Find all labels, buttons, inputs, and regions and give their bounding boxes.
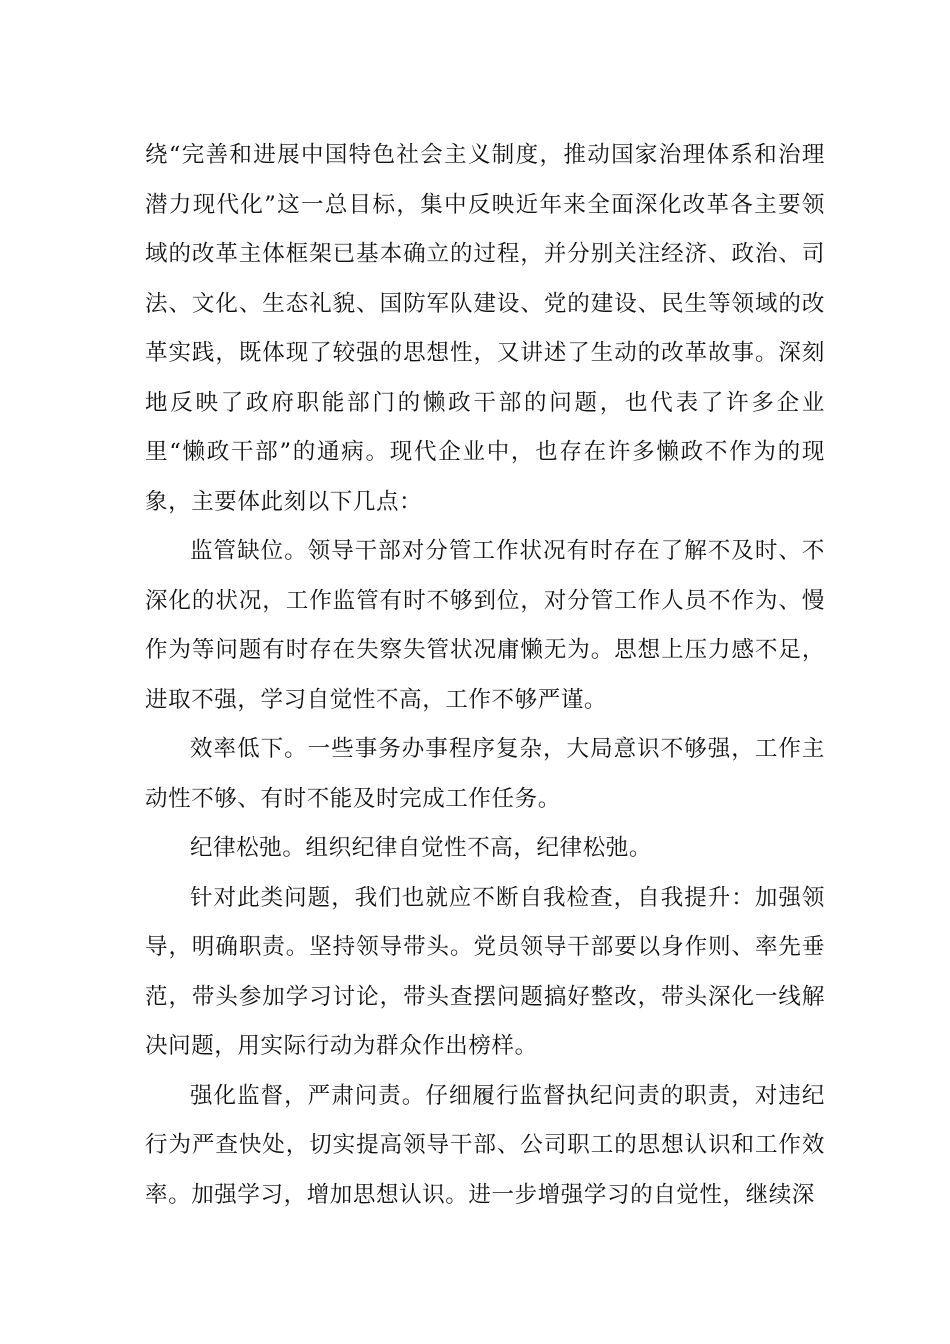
paragraph-lax-discipline: 纪律松弛。组织纪律自觉性不高，纪律松弛。 bbox=[190, 835, 653, 861]
paragraph-low-efficiency: 效率低下。一些事务办事程序复杂，大局意识不够强，工作主动性不够、有时不能及时完成工作任务。 bbox=[145, 736, 825, 812]
paragraph-supervision-gap: 监管缺位。领导干部对分管工作状况有时存在了解不及时、不深化的状况，工作监管有时不够到位，对分管工作人员不作为、慢作为等问题有时存在失察失管状况庸懒无为。思想上压力感不足，进取不强，学习自觉性不高，工作不够严谨。 bbox=[145, 538, 825, 713]
paragraph-self-improvement: 针对此类问题，我们也就应不断自我检查，自我提升：加强领导，明确职责。坚持领导带头。党员领导干部要以身作则、率先垂范，带头参加学习讨论，带头查摆问题搞好整改，带头深化一线解决问题，用实际行动为群众作出榜样。 bbox=[145, 884, 825, 1059]
paragraph-strengthen-oversight: 强化监督，严肃问责。仔细履行监督执纪问责的职责，对违纪行为严查快处，切实提高领导干部、公司职工的思想认识和工作效率。加强学习，增加思想认识。进一步增强学习的自觉性，继续深 bbox=[145, 1082, 825, 1208]
paragraph-intro: 绕“完善和进展中国特色社会主义制度，推动国家治理体系和治理潜力现代化”这一总目标，集中反映近年来全面深化改革各主要领域的改革主体框架已基本确立的过程，并分别关注经济、政治、司法、文化、生态礼貌、国防军队建设、党的建设、民生等领域的改革实践，既体现了较强的思想性，又讲述了生动的改革故事。深刻地反映了政府职能部门的懒政干部的问题，也代表了许多企业里“懒政干部”的通病。现代企业中，也存在许多懒政不作为的现象，主要体此刻以下几点： bbox=[145, 142, 825, 515]
document-body bbox=[145, 131, 825, 1220]
